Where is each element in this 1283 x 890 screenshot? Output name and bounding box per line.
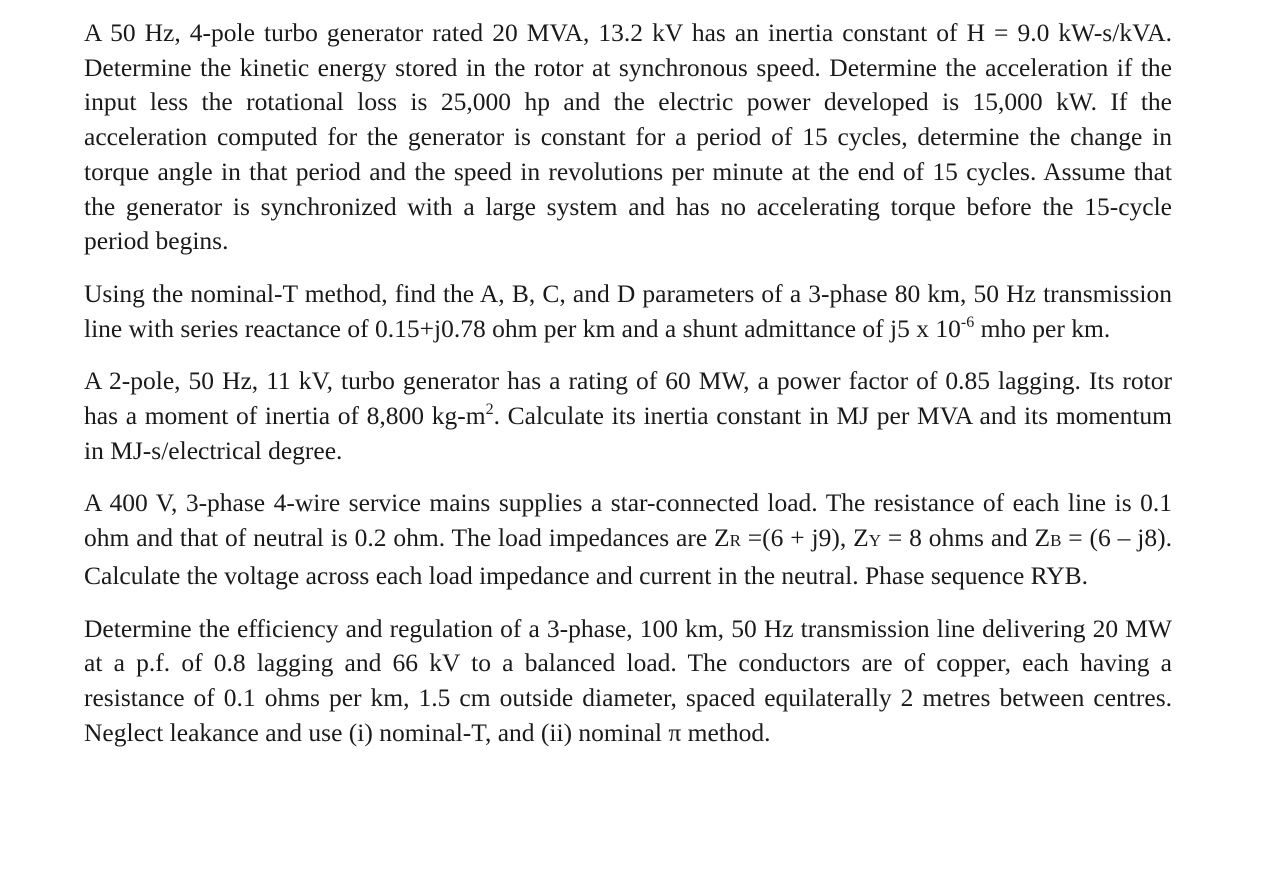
problem-text: A 2-pole, 50 Hz, 11 kV, turbo generator has a rating of 60 MW, a power factor of 0.85 lagging. Its rotor has a moment of inertia of 8,800 kg-m [84,366,1172,431]
problem-text: = (6 – j8). Calculate the voltage across each load impedance and current in the neutral. Phase sequence RYB. [84,523,1172,590]
problem-abcd-parameters [84,277,1172,346]
subscript-y: Y [868,531,881,551]
problem-text: A 50 Hz, 4-pole turbo generator rated 20 MVA, 13.2 kV has an inertia constant of H = 9.0 kW-s/kVA. Determine the kinetic energy stored in the rotor at synchronous speed. Determine the acceleration if the input less the rotational loss is 25,000 hp and the electric power developed is 15,000 kW. If the acceleration computed for the generator is constant for a period of 15 cycles, determine the change in torque angle in that period and the speed in revolutions per minute at the end of 15 cycles. Assume that the generator is synchronized with a large system and has no accelerating torque before the 15-cycle period begins. [84,18,1172,256]
exponent: 2 [485,401,494,419]
problem-text: A 400 V, 3-phase 4-wire service mains supplies a star-connected load. The resistance of each line is 0.1 ohm and that of neutral is 0.2 ohm. The load impedances are Z [84,488,1172,553]
problem-text: =(6 + j9), Z [740,523,869,553]
problem-text-end: . Calculate its inertia constant in MJ per MVA and its momentum in MJ-s/electrical degree. [84,401,1173,465]
problem-star-connected-load [84,486,1172,593]
document-page [84,16,1172,768]
problem-text: = 8 ohms and Z [880,523,1051,553]
exponent: -6 [960,313,975,331]
problem-text: Using the nominal-T method, find the A, B, C, and D parameters of a 3-phase 80 km, 50 Hz transmission line with series reactance of 0.15+j0.78 ohm per km and a shunt admittance of j5 x 10 [84,278,1172,343]
problem-text-end: mho per km. [974,313,1111,343]
problem-inertia-constant [84,364,1172,468]
subscript-b: B [1050,531,1062,551]
problem-generator-kinetic-energy [84,16,1172,259]
subscript-r: R [729,531,741,551]
problem-line-efficiency-regulation [84,612,1172,751]
problem-text: Determine the efficiency and regulation of a 3-phase, 100 km, 50 Hz transmission line delivering 20 MW at a p.f. of 0.8 lagging and 66 kV to a balanced load. The conductors are of copper, each having a resistance of 0.1 ohms per km, 1.5 cm outside diameter, spaced equilaterally 2 metres between centres. Neglect leakance and use (i) nominal-T, and (ii) nominal π method. [84,613,1172,747]
